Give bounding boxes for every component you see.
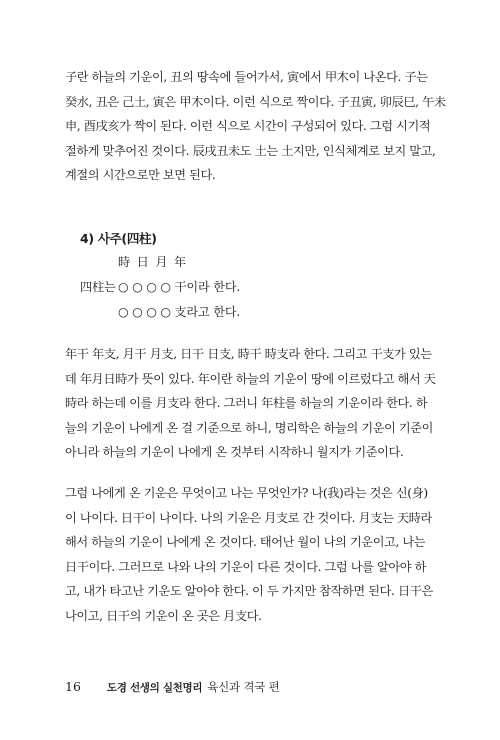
pillar-table-label: 四柱는	[80, 280, 116, 294]
paragraph-line: 고, 내가 타고난 기운도 알아야 한다. 이 두 가지만 참작하면 된다. 日干은	[65, 584, 433, 598]
paragraph-line: 아니라 하늘의 기운이 나에게 온 것부터 시작하니 월지가 기준이다.	[65, 445, 404, 459]
paragraph-line: 日干이다. 그러므로 나와 나의 기운이 다른 것이다. 그럼 나를 알아야 하	[65, 559, 426, 574]
paragraph-2	[65, 342, 440, 465]
paragraph-line: 절하게 맞추어진 것이다. 辰戌丑未도 土는 土지만, 인식체계로 보지 말고,	[65, 143, 436, 158]
paragraph-line: 申, 酉戌亥가 짝이 된다. 이런 식으로 시간이 구성되어 있다. 그럼 시기적	[65, 119, 431, 133]
pillar-table-header: 時 日 月 年	[118, 255, 186, 269]
paragraph-line: 늘의 기운이 나에게 온 걸 기준으로 하니, 명리학은 하늘의 기운이 기준이	[65, 420, 434, 435]
pillar-table-row-branches: ○ ○ ○ ○ 支라고 한다.	[118, 305, 241, 319]
series-title: 도경 선생의 실천명리	[106, 682, 203, 694]
paragraph-3	[65, 481, 440, 628]
paragraph-line: 癸水, 丑은 己土, 寅은 甲木이다. 이런 식으로 짝이다. 子丑寅, 卯辰巳, 午未	[65, 94, 446, 109]
paragraph-line: 子란 하늘의 기운이, 丑의 땅속에 들어가서, 寅에서 甲木이 나온다. 子는	[65, 70, 428, 84]
pillar-table-row-stems: ○ ○ ○ ○ 干이라 한다.	[118, 280, 241, 294]
paragraph-line: 데 年月日時가 뜻이 있다. 年이란 하늘의 기운이 땅에 이르렀다고 해서 天	[65, 371, 436, 386]
paragraph-1	[65, 65, 446, 188]
section-heading: 4) 사주(四柱)	[80, 231, 157, 246]
paragraph-line: 해서 하늘의 기운이 나에게 온 것이다. 태어난 월이 나의 기운이고, 나는	[65, 535, 426, 549]
paragraph-line: 時라 하는데 이를 月支라 한다. 그러니 年柱를 하늘의 기운이라 한다. 하	[65, 396, 428, 410]
paragraph-line: 이 나이다. 日干이 나이다. 나의 기운은 月支로 간 것이다. 月支는 天時라	[65, 510, 432, 525]
paragraph-line: 年干 年支, 月干 月支, 日干 日支, 時干 時支라 한다. 그리고 干支가 있는	[65, 347, 432, 361]
paragraph-line: 나이고, 日干의 기운이 온 곳은 月支다.	[65, 608, 262, 623]
page-footer	[65, 679, 280, 695]
paragraph-line: 그럼 나에게 온 기운은 무엇이고 나는 무엇인가? 나(我)라는 것은 신(身)	[65, 486, 428, 500]
paragraph-line: 계절의 시간으로만 보면 된다.	[65, 168, 216, 182]
book-title: 육신과 격국 편	[207, 680, 280, 694]
page-number: 16	[65, 679, 81, 694]
